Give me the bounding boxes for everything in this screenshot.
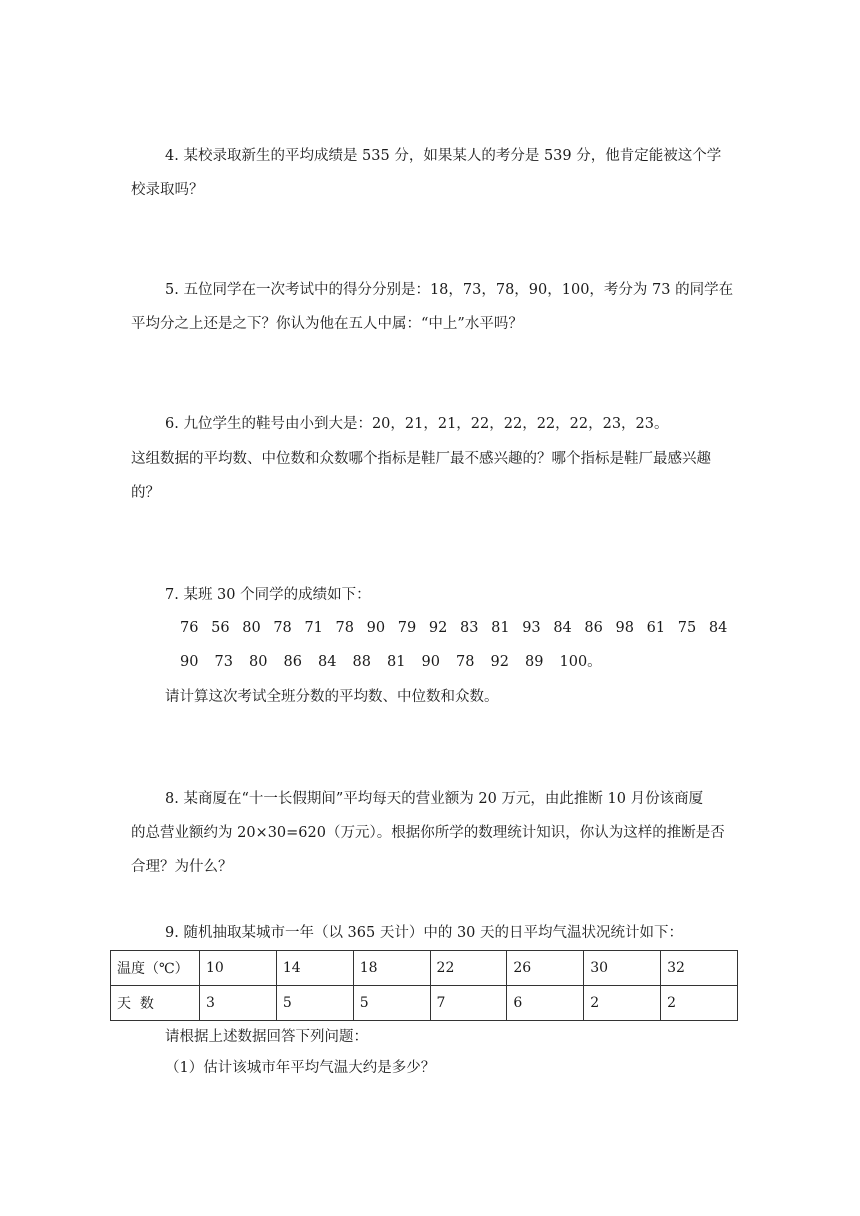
score: 92	[428, 620, 448, 636]
q7-line1: 7. 某班 30 个同学的成绩如下：	[165, 587, 371, 603]
table-row	[111, 951, 738, 986]
q6-line1: 6. 九位学生的鞋号由小到大是：20，21，21，22，22，22，22，23，23。	[165, 416, 669, 432]
table-cell: 2	[584, 986, 661, 1021]
table-cell: 5	[276, 986, 353, 1021]
score: 83	[459, 620, 479, 636]
days-header: 天 数	[111, 986, 200, 1021]
score: 75	[677, 620, 697, 636]
q6-line2: 这组数据的平均数、中位数和众数哪个指标是鞋厂最不感兴趣的？哪个指标是鞋厂最感兴趣	[131, 451, 711, 467]
score: 61	[646, 620, 666, 636]
q8-line3: 合理？为什么？	[131, 859, 233, 875]
q8-line2: 的总营业额约为 20×30=620（万元）。根据你所学的数理统计知识，你认为这样的推断是否	[131, 825, 725, 841]
score: 84	[318, 654, 337, 670]
score: 100。	[559, 654, 602, 670]
table-cell: 7	[430, 986, 507, 1021]
table-cell: 30	[584, 951, 661, 986]
score: 86	[584, 620, 603, 636]
table-cell: 10	[200, 951, 277, 986]
table-cell: 18	[353, 951, 430, 986]
score: 98	[615, 620, 634, 636]
q5-line1: 5. 五位同学在一次考试中的得分分别是：18，73，78，90，100，考分为 73 的同学在	[165, 282, 734, 298]
q9-line2: 请根据上述数据回答下列问题：	[165, 1029, 368, 1045]
table-cell: 32	[661, 951, 738, 986]
score: 88	[352, 654, 371, 670]
table-cell: 26	[507, 951, 584, 986]
score: 81	[387, 654, 406, 670]
score-row-2	[180, 652, 740, 672]
table-cell: 3	[200, 986, 277, 1021]
score: 89	[525, 654, 544, 670]
score: 84	[553, 620, 572, 636]
table-cell: 5	[353, 986, 430, 1021]
score: 93	[522, 620, 541, 636]
score: 76	[180, 620, 199, 636]
q8-line1: 8. 某商厦在“十一长假期间”平均每天的营业额为 20 万元，由此推断 10 月份该商厦	[165, 791, 704, 807]
table-cell: 22	[430, 951, 507, 986]
table-row	[111, 986, 738, 1021]
score: 86	[283, 654, 302, 670]
table-cell: 14	[276, 951, 353, 986]
q4-line1: 4. 某校录取新生的平均成绩是 535 分，如果某人的考分是 539 分，他肯定能被这个学	[165, 148, 722, 164]
score: 90	[421, 654, 440, 670]
score: 80	[249, 654, 268, 670]
q9-line3: （1）估计该城市年平均气温大约是多少？	[165, 1060, 436, 1076]
table-cell: 2	[661, 986, 738, 1021]
score: 80	[242, 620, 261, 636]
score: 73	[214, 654, 233, 670]
score: 78	[456, 654, 475, 670]
score: 78	[335, 620, 354, 636]
score: 84	[708, 620, 728, 636]
score: 71	[304, 620, 323, 636]
q6-line3: 的？	[131, 485, 160, 501]
temperature-table	[110, 950, 738, 1021]
q9-line1: 9. 随机抽取某城市一年（以 365 天计）中的 30 天的日平均气温状况统计如下：	[165, 925, 684, 941]
score-row-1	[180, 618, 740, 638]
temperature-header: 温度（℃）	[111, 951, 200, 986]
score: 78	[273, 620, 292, 636]
score: 79	[397, 620, 417, 636]
score: 90	[366, 620, 386, 636]
score: 92	[490, 654, 509, 670]
q4-line2: 校录取吗？	[131, 182, 204, 198]
q7-line2: 请计算这次考试全班分数的平均数、中位数和众数。	[165, 689, 499, 705]
table-cell: 6	[507, 986, 584, 1021]
score: 90	[180, 654, 199, 670]
score: 56	[211, 620, 230, 636]
score: 81	[491, 620, 510, 636]
q5-line2: 平均分之上还是之下？你认为他在五人中属：“中上”水平吗？	[131, 316, 523, 332]
